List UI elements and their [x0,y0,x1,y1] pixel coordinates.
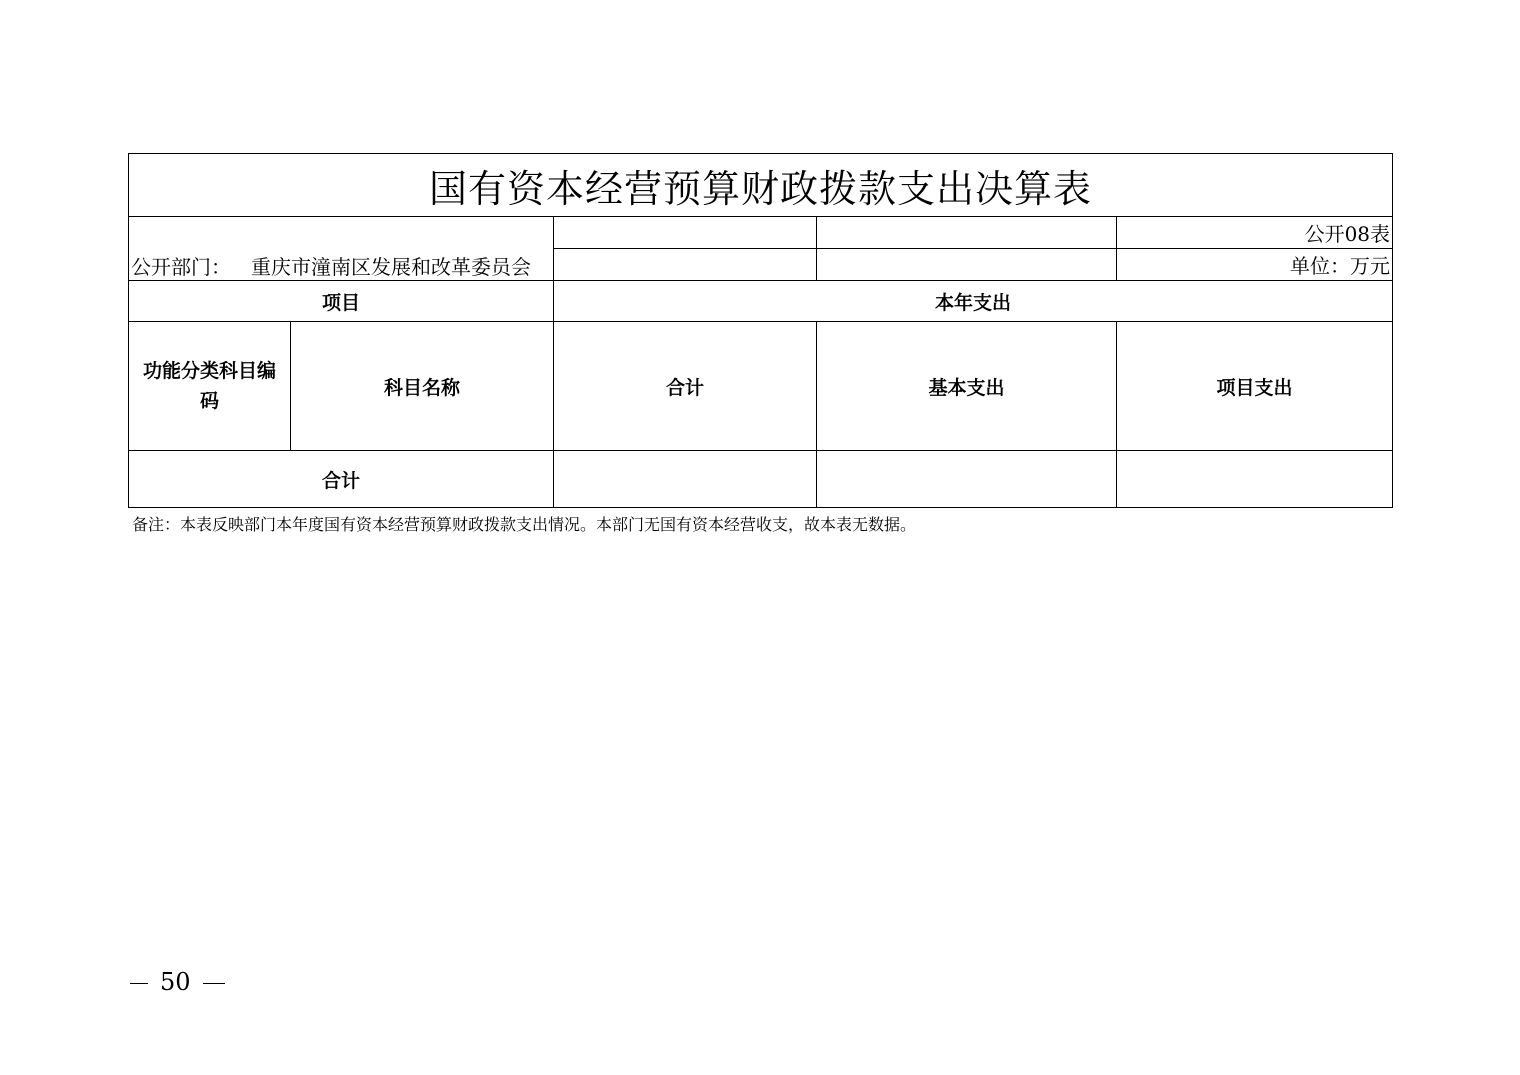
page-number: 50 [160,968,191,996]
department-name: 重庆市潼南区发展和改革委员会 [251,255,531,279]
blank-cell [554,217,817,249]
header-total: 合计 [554,322,817,451]
header-item: 项目 [129,281,554,322]
header-project-expense: 项目支出 [1117,322,1393,451]
department-info [129,217,554,281]
budget-table [128,153,1393,508]
page-number-footer [130,968,225,996]
table-note: 备注：本表反映部门本年度国有资本经营预算财政拨款支出情况。本部门无国有资本经营收支，故本表无数据。 [132,515,917,534]
blank-cell [817,217,1117,249]
department-label: 公开部门： [131,255,231,279]
blank-cell [817,249,1117,281]
table-code: 公开08表 [1117,217,1393,249]
header-function-code-line2: 码 [199,390,219,412]
project-expense-value [1117,451,1393,508]
header-current-year-expense: 本年支出 [554,281,1393,322]
dash-left [130,983,148,984]
report-sheet [128,153,1392,508]
blank-cell [554,249,817,281]
dash-right [203,983,225,984]
header-function-code [129,322,291,451]
unit-label: 单位：万元 [1117,249,1393,281]
table-title: 国有资本经营预算财政拨款支出决算表 [129,154,1393,217]
header-subject-name: 科目名称 [291,322,554,451]
total-row-label: 合计 [129,451,554,508]
header-function-code-line1: 功能分类科目编 [142,360,276,382]
header-basic-expense: 基本支出 [817,322,1117,451]
total-value [554,451,817,508]
basic-expense-value [817,451,1117,508]
